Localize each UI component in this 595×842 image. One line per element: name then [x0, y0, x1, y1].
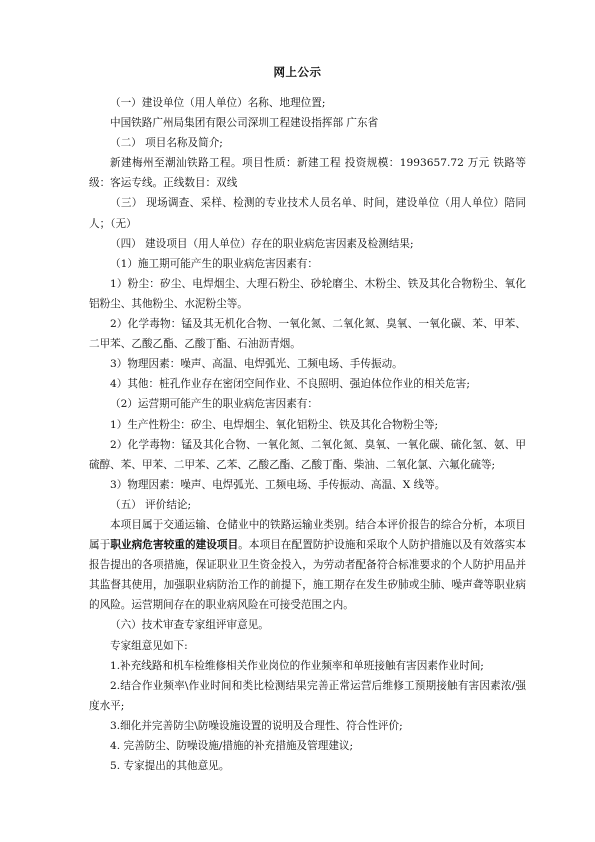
evaluation-conclusion [89, 515, 526, 615]
conclusion-classification: 职业病危害较重的建设项目 [110, 539, 239, 552]
section-2-body: 新建梅州至潮汕铁路工程。项目性质：新建工程 投资规模：1993657.72 万元 铁路等级：客运专线。正线数目：双线 [89, 157, 526, 190]
operation-item: 1）生产性粉尘：矽尘、电焊烟尘、氧化铝粉尘、铁及其化合物粉尘等; [110, 418, 439, 431]
expert-item: 4. 完善防尘、防噪设施/措施的补充措施及管理建议; [110, 740, 354, 752]
section-1-body: 中国铁路广州局集团有限公司深圳工程建设指挥部 广东省 [110, 117, 379, 130]
conclusion-text-b: 。本项目在配置防护设施和采取个人防护措施以及有效落实本报告提出的各项措施，保证职业卫生资金投入，为劳动者配备符合标准要求的个人防护用品并其监督其使用，加强职业病防治工作的前提下，施工期存在发生矽肺或尘肺、噪声聋等职业病的风险。运营期间存在的职业病风险在可接受范围之内。 [89, 539, 527, 612]
expert-intro: 专家组意见如下: [110, 639, 188, 652]
operation-item: 2）化学毒物：锰及其化合物、一氧化氮、二氧化氮、臭氧、一氧化碳、硫化氢、氨、甲硫醇、苯、甲苯、二甲苯、乙苯、乙酸乙酯、乙酸丁酯、柴油、二氧化氯、六氟化硫等; [89, 438, 526, 471]
expert-item: 3.细化并完善防尘\防噪设施设置的说明及合理性、符合性评价; [110, 719, 403, 732]
construction-heading: （1）施工期可能产生的职业病危害因素有： [110, 257, 319, 270]
section-3-body: （三） 现场调查、采样、检测的专业技术人员名单、时间，建设单位（用人单位）陪同人；（无） [89, 197, 526, 230]
conclusion-text-a: 本项目属于交通运输、仓储业中的铁路运输业类别。结合本评价报告的综合分析，本项目属于 [89, 518, 526, 552]
section-4-heading: （四） 建设项目（用人单位）存在的职业病危害因素及检测结果; [110, 237, 414, 250]
section-2-heading: （二） 项目名称及简介; [110, 137, 223, 150]
section-5-heading: （五） 评价结论; [110, 498, 192, 511]
expert-item: 5. 专家提出的其他意见。 [110, 760, 230, 773]
operation-item: 3）物理因素：噪声、电焊弧光、工频电场、手传振动、高温、X 线等。 [110, 478, 446, 491]
operation-heading: （2）运营期可能产生的职业病危害因素有： [110, 398, 319, 411]
expert-item: 1.补充线路和机车检维修相关作业岗位的作业频率和单班接触有害因素作业时间; [110, 659, 484, 672]
construction-item: 3）物理因素：噪声、高温、电焊弧光、工频电场、手传振动。 [110, 358, 403, 371]
construction-item: 4）其他：桩孔作业存在密闭空间作业、不良照明、强迫体位作业的相关危害; [110, 378, 470, 391]
construction-item: 2）化学毒物：锰及其无机化合物、一氧化氮、二氧化氮、臭氧、一氧化碳、苯、甲苯、二甲苯、乙酸乙酯、乙酸丁酯、石油沥青烟。 [89, 318, 526, 351]
section-1-heading: （一）建设单位（用人单位）名称、地理位置; [110, 97, 326, 109]
page-title: 网上公示 [273, 65, 322, 79]
document-body [89, 93, 526, 776]
construction-item: 1）粉尘：矽尘、电焊烟尘、大理石粉尘、砂轮磨尘、木粉尘、铁及其化合物粉尘、氧化铝粉尘、其他粉尘、水泥粉尘等。 [89, 277, 526, 310]
expert-item: 2.结合作业频率\作业时间和类比检测结果完善正常运营后维修工预期接触有害因素浓/强度水平; [89, 679, 526, 712]
section-6-heading: （六）技术审查专家组评审意见。 [110, 619, 269, 632]
